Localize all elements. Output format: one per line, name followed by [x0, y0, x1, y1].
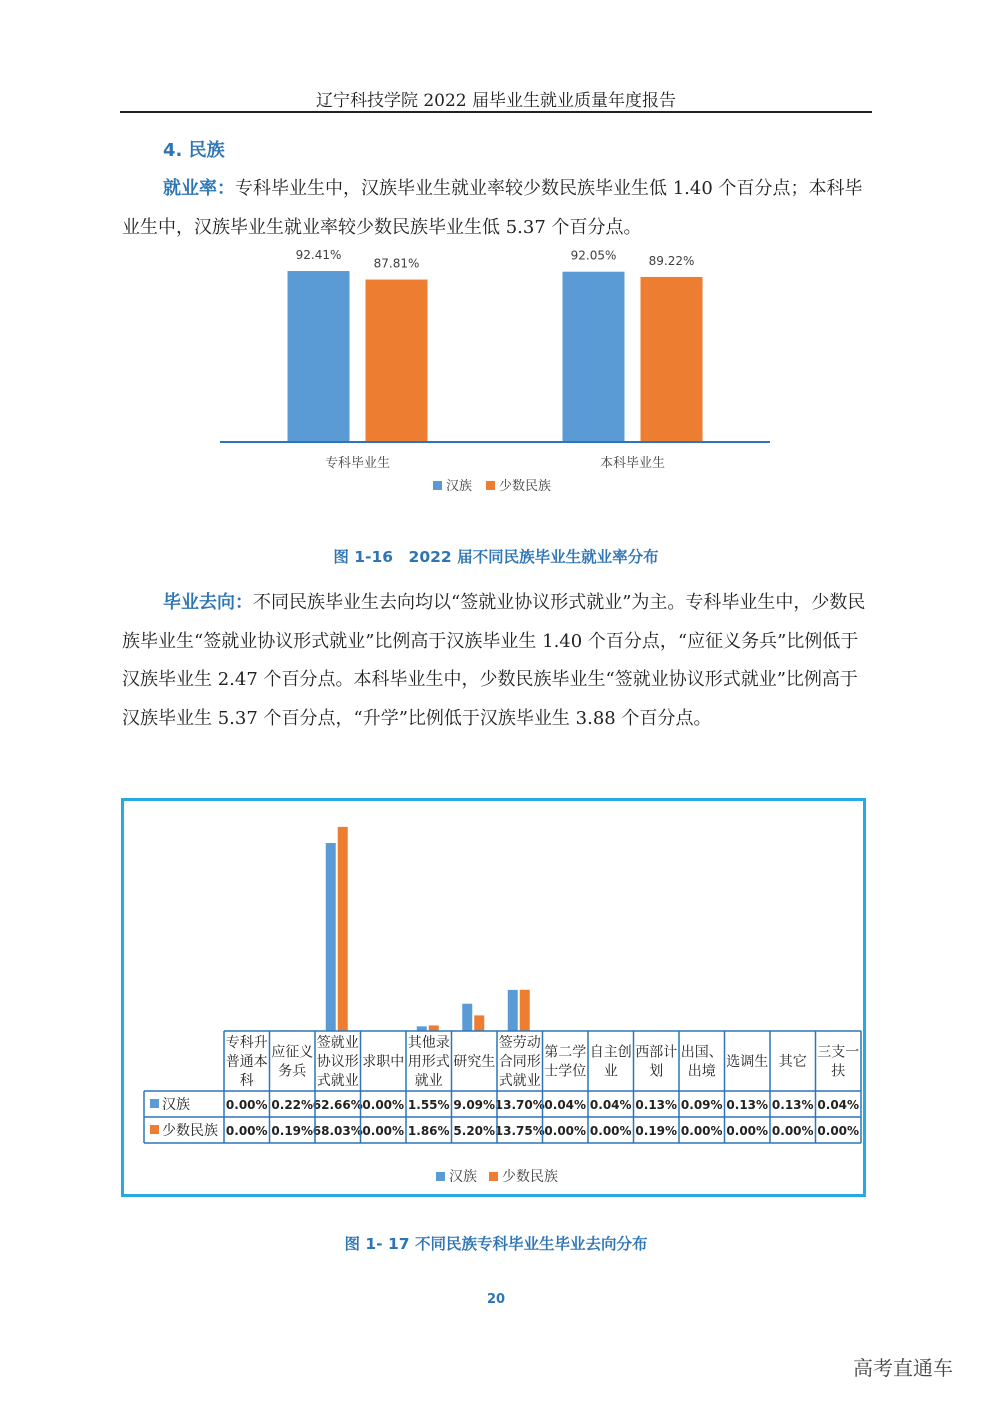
table-category-label: 其他录 — [407, 1035, 450, 1051]
legend-label: 汉族 — [449, 1169, 477, 1185]
page-number: 20 — [486, 1292, 506, 1307]
table-value: 0.19% — [271, 1124, 314, 1138]
section-heading: 4. 民族 — [163, 140, 225, 161]
table-category-label: 业 — [603, 1063, 618, 1080]
table-category-label: 第二学 — [544, 1044, 587, 1061]
paragraph-lead: 就业率： — [163, 178, 235, 199]
table-value: 13.70% — [494, 1098, 545, 1112]
table-value: 0.13% — [635, 1098, 678, 1112]
table-value: 0.00% — [680, 1124, 723, 1138]
legend-swatch — [486, 481, 495, 490]
table-value: 0.00% — [225, 1098, 268, 1112]
chart-bar — [338, 827, 348, 1031]
table-category-label: 应征义 — [271, 1044, 314, 1061]
table-category-label: 选调生 — [726, 1054, 769, 1070]
table-value: 0.09% — [680, 1098, 723, 1112]
table-value: 0.00% — [225, 1124, 268, 1138]
table-category-label: 式就业 — [498, 1073, 541, 1089]
legend-swatch — [436, 1172, 445, 1181]
legend-label: 少数民族 — [502, 1169, 558, 1185]
legend-label: 少数民族 — [499, 479, 552, 494]
figure-17-chart — [124, 801, 863, 1194]
table-value: 0.00% — [771, 1124, 814, 1138]
figure-16-chart — [200, 248, 790, 520]
table-category-label: 出境 — [687, 1063, 716, 1080]
chart-bar — [429, 1025, 439, 1031]
table-category-label: 普通本 — [225, 1054, 268, 1070]
chart-category-label: 本科毕业生 — [599, 456, 666, 471]
table-value: 62.66% — [312, 1098, 363, 1112]
table-category-label: 划 — [649, 1063, 664, 1080]
table-value: 0.13% — [771, 1098, 814, 1112]
table-legend-swatch — [150, 1125, 159, 1134]
table-category-label: 西部计 — [635, 1044, 678, 1061]
page-header-title: 辽宁科技学院 2022 届毕业生就业质量年度报告 — [315, 91, 677, 111]
figure-17-frame — [121, 798, 866, 1197]
chart-data-label: 92.41% — [295, 248, 342, 263]
table-value: 0.00% — [589, 1124, 632, 1138]
paragraph-text: 不同民族毕业生去向均以“签就业协议形式就业”为主。专科毕业生中，少数民族毕业生“签就业协议形式就业”比例高于汉族毕业生 1.40 个百分点，“应征义务兵”比例低于汉族毕业生 2.47 个百分点。本科毕业生中，少数民族毕业生“签就业协议形式就业”比例高于汉族毕业生 5.37 个百分点，“升学”比例低于汉族毕业生 3.88 个百分点。 — [122, 592, 866, 729]
chart-data-label: 89.22% — [648, 253, 695, 268]
table-value: 0.13% — [726, 1098, 769, 1112]
table-category-label: 自主创 — [589, 1044, 632, 1061]
table-category-label: 三支一 — [817, 1044, 860, 1061]
table-value: 0.04% — [544, 1098, 587, 1112]
chart-bar — [288, 271, 350, 442]
table-category-label: 就业 — [414, 1073, 443, 1089]
chart-data-label: 87.81% — [373, 256, 420, 271]
table-category-label: 签就业 — [316, 1035, 359, 1051]
chart-bar — [641, 277, 703, 442]
table-value: 0.04% — [817, 1098, 860, 1112]
table-value: 0.19% — [635, 1124, 678, 1138]
table-category-label: 合同形 — [498, 1054, 541, 1070]
table-category-label: 务兵 — [278, 1063, 307, 1080]
table-value: 5.20% — [453, 1124, 496, 1138]
table-series-label: 少数民族 — [162, 1123, 218, 1139]
paragraph-employment-rate — [122, 170, 870, 247]
table-value: 0.00% — [726, 1124, 769, 1138]
table-value: 0.00% — [544, 1124, 587, 1138]
paragraph-text: 专科毕业生中，汉族毕业生就业率较少数民族毕业生低 1.40 个百分点；本科毕业生中，汉族毕业生就业率较少数民族毕业生低 5.37 个百分点。 — [122, 178, 863, 238]
figure-16-caption: 图 1-16 2022 届不同民族毕业生就业率分布 — [333, 548, 659, 566]
legend-label: 汉族 — [446, 479, 473, 494]
table-category-label: 协议形 — [316, 1054, 359, 1070]
chart-data-label: 92.05% — [570, 248, 617, 263]
table-category-label: 用形式 — [407, 1054, 450, 1070]
table-category-label: 扶 — [831, 1063, 846, 1080]
table-category-label: 研究生 — [453, 1054, 496, 1070]
watermark-text: 高考直通车 — [853, 1356, 953, 1380]
chart-bar — [520, 990, 530, 1031]
chart-bar — [508, 990, 518, 1031]
table-category-label: 出国、 — [680, 1044, 723, 1061]
header-rule — [120, 111, 872, 113]
chart-bar — [462, 1004, 472, 1031]
table-value: 0.04% — [589, 1098, 632, 1112]
chart-category-label: 专科毕业生 — [324, 456, 391, 471]
table-value: 9.09% — [453, 1098, 496, 1112]
paragraph-destination — [122, 584, 870, 738]
table-category-label: 签劳动 — [498, 1035, 541, 1051]
legend-swatch — [489, 1172, 498, 1181]
table-value: 0.00% — [362, 1098, 405, 1112]
chart-bar — [326, 843, 336, 1031]
table-value: 68.03% — [312, 1124, 363, 1138]
table-series-label: 汉族 — [162, 1097, 190, 1113]
chart-bar — [366, 280, 428, 442]
table-category-label: 科 — [239, 1073, 254, 1089]
table-category-label: 其它 — [778, 1054, 807, 1070]
table-category-label: 士学位 — [544, 1063, 587, 1080]
table-category-label: 式就业 — [316, 1073, 359, 1089]
table-value: 0.00% — [362, 1124, 405, 1138]
table-value: 0.22% — [271, 1098, 314, 1112]
table-value: 1.55% — [407, 1098, 450, 1112]
table-category-label: 专科升 — [225, 1035, 268, 1051]
legend-swatch — [433, 481, 442, 490]
table-value: 1.86% — [407, 1124, 450, 1138]
figure-17-caption: 图 1- 17 不同民族专科毕业生毕业去向分布 — [344, 1235, 648, 1253]
paragraph-lead: 毕业去向： — [163, 592, 253, 613]
table-value: 13.75% — [494, 1124, 545, 1138]
table-value: 0.00% — [817, 1124, 860, 1138]
chart-bar — [563, 272, 625, 442]
chart-bar — [474, 1015, 484, 1031]
table-category-label: 求职中 — [362, 1054, 405, 1070]
table-legend-swatch — [150, 1099, 159, 1108]
